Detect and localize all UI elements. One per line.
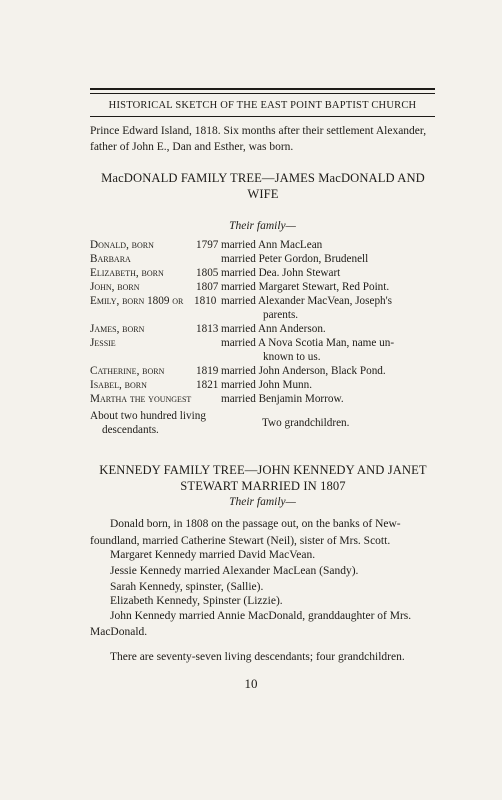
kennedy-line: Sarah Kennedy, spinster, (Sallie).: [110, 581, 264, 593]
header-rule: [90, 88, 435, 90]
family-row: [90, 238, 435, 252]
birth-year: 1821: [196, 379, 219, 391]
family-row: [90, 392, 435, 406]
family-member-name: Martha the youngest: [90, 393, 192, 405]
descendants-line-1: About two hundred living: [90, 410, 206, 422]
kennedy-subhead: Their family—: [229, 496, 296, 508]
family-member-name: Catherine, born: [90, 365, 165, 377]
birth-year: 1813: [196, 323, 219, 335]
descendants-line-2: descendants.: [102, 424, 159, 436]
kennedy-line: Margaret Kennedy married David MacVean.: [110, 549, 316, 561]
macdonald-descendants-left-2: [102, 423, 242, 437]
kennedy-donald-line-1: Donald born, in 1808 on the passage out, on the banks of New-: [110, 518, 401, 530]
spouse-text: married Ann MacLean: [221, 239, 323, 251]
spouse-text: married John Munn.: [221, 379, 313, 391]
family-row: [90, 252, 435, 266]
macdonald-grandchildren: [262, 416, 422, 430]
family-row: [90, 266, 435, 280]
family-member-name: John, born: [90, 281, 140, 293]
family-row: [90, 378, 435, 392]
header-rule-thin: [90, 93, 435, 94]
spouse-text: married Dea. John Stewart: [221, 267, 341, 279]
family-member-name: Jessie: [90, 337, 116, 349]
birth-year: 1807: [196, 281, 219, 293]
birth-year: 1797: [196, 239, 219, 251]
family-row: [90, 280, 435, 294]
page-number: 10: [244, 676, 258, 691]
birth-year: 1805: [196, 267, 219, 279]
macdonald-descendants-left: [90, 409, 230, 423]
kennedy-summary: There are seventy-seven living descendants; four grandchildren.: [110, 651, 405, 663]
family-member-name: Isabel, born: [90, 379, 147, 391]
family-row: [90, 336, 435, 350]
kennedy-line: Jessie Kennedy married Alexander MacLean (Sandy).: [110, 565, 359, 577]
spouse-text: married A Nova Scotia Man, name un-: [221, 337, 395, 349]
macdonald-heading: MacDONALD FAMILY TREE—JAMES MacDONALD AND WIFE: [101, 171, 425, 201]
kennedy-line: Elizabeth Kennedy, Spinster (Lizzie).: [110, 595, 283, 607]
spouse-text: married John Anderson, Black Pond.: [221, 365, 386, 377]
family-member-name: Elizabeth, born: [90, 267, 164, 279]
intro-paragraph: Prince Edward Island, 1818. Six months after their settlement Alexander, father of John E., Dan and Esther, was born.: [90, 125, 427, 153]
header-rule-bottom: [90, 116, 435, 117]
spouse-text: married Peter Gordon, Brudenell: [221, 253, 369, 265]
macdonald-subhead: Their family—: [229, 220, 296, 232]
spouse-text: married Alexander MacVean, Joseph's: [221, 295, 393, 307]
grandchildren-text: Two grandchildren.: [262, 417, 350, 429]
family-row: [90, 322, 435, 336]
family-member-name: James, born: [90, 323, 145, 335]
kennedy-donald-line-2: foundland, married Catherine Stewart (Neil), sister of Mrs. Scott.: [90, 535, 391, 547]
kennedy-heading-1: KENNEDY FAMILY TREE—JOHN KENNEDY AND JANET: [99, 463, 427, 477]
spouse-text-continued: known to us.: [263, 351, 321, 363]
spouse-text-continued: parents.: [263, 309, 299, 321]
spouse-text: married Margaret Stewart, Red Point.: [221, 281, 390, 293]
family-member-name: Barbara: [90, 253, 131, 265]
birth-year: 1810: [194, 295, 217, 307]
running-head: HISTORICAL SKETCH OF THE EAST POINT BAPTIST CHURCH: [108, 100, 417, 111]
spouse-text: married Benjamin Morrow.: [221, 393, 344, 405]
family-member-name: Donald, born: [90, 239, 154, 251]
kennedy-heading-2: STEWART MARRIED IN 1807: [180, 479, 346, 493]
family-row: [90, 294, 435, 308]
family-member-name: Emily, born 1809 or: [90, 295, 184, 307]
kennedy-line: John Kennedy married Annie MacDonald, granddaughter of Mrs.: [110, 610, 412, 622]
family-row: [90, 364, 435, 378]
spouse-text: married Ann Anderson.: [221, 323, 326, 335]
kennedy-john-cont: MacDonald.: [90, 626, 148, 638]
birth-year: 1819: [196, 365, 219, 377]
